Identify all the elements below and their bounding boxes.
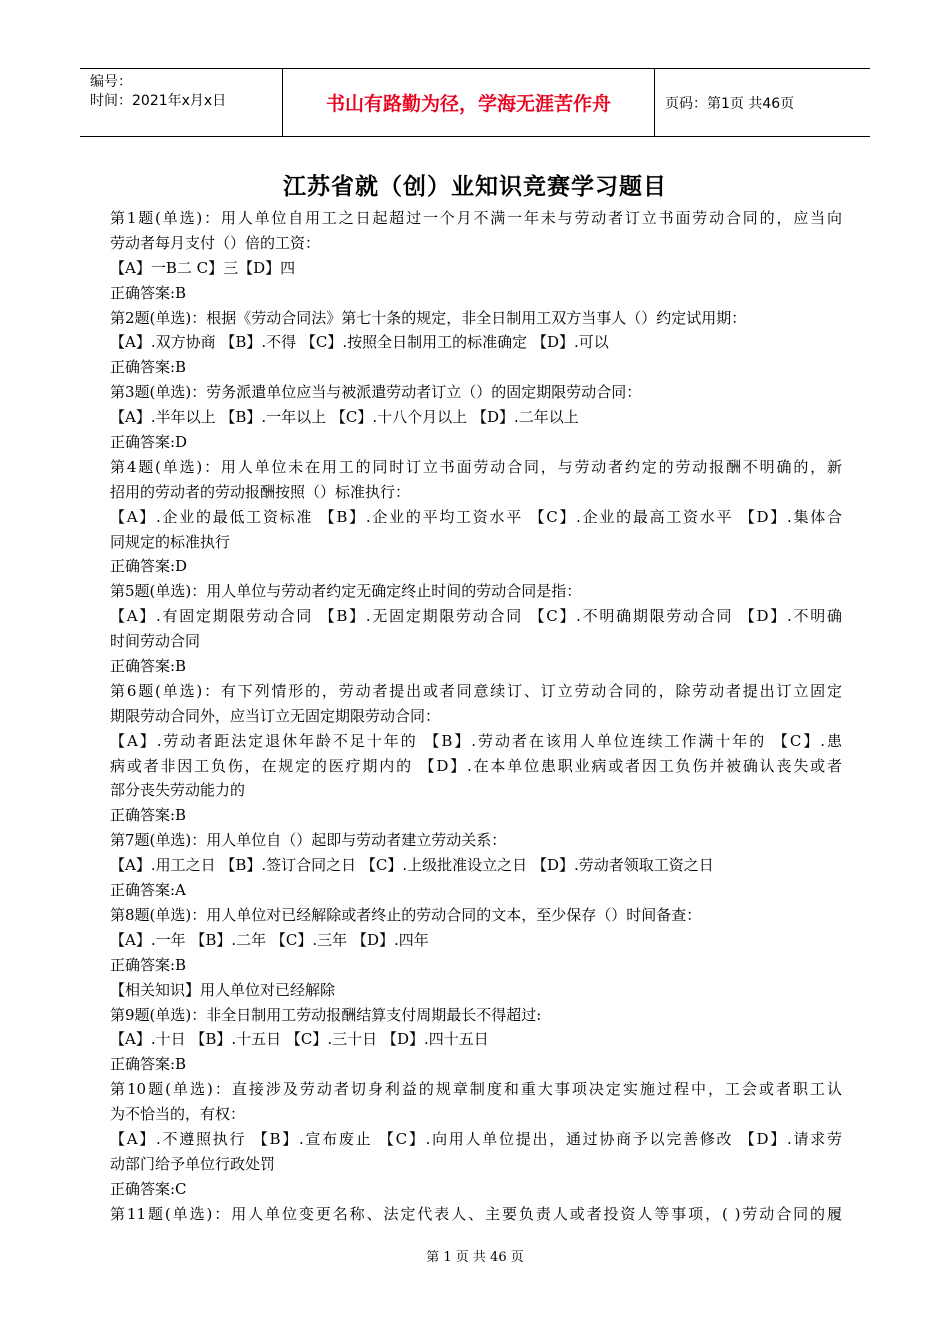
text-line: 第9题(单选)：非全日制用工劳动报酬结算支付周期最长不得超过: — [110, 1005, 542, 1024]
text-line: 【A】.企业的最低工资标准 【B】.企业的平均工资水平 【C】.企业的最高工资水平 【D】.集体合 — [110, 507, 842, 526]
text-line: 正确答案:B — [110, 1055, 187, 1074]
text-line: 招用的劳动者的劳动报酬按照（）标准执行： — [110, 482, 411, 501]
text-line: 部分丧失劳动能力的 — [110, 781, 246, 800]
text-line: 【A】.一年 【B】.二年 【C】.三年 【D】.四年 — [110, 930, 429, 949]
text-line: 同规定的标准执行 — [110, 532, 231, 551]
text-line: 【A】.半年以上 【B】.一年以上 【C】.十八个月以上 【D】.二年以上 — [110, 408, 579, 427]
page-header — [80, 68, 870, 137]
header-page-info: 页码：第1页 共46页 — [665, 95, 795, 112]
page-footer: 第 1 页 共 46 页 — [426, 1250, 524, 1265]
text-line: 正确答案:A — [110, 881, 186, 900]
text-line: 第8题(单选)：用人单位对已经解除或者终止的劳动合同的文本，至少保存（）时间备查： — [110, 905, 702, 924]
text-line: 【A】.十日 【B】.十五日 【C】.三十日 【D】.四十五日 — [110, 1030, 489, 1049]
text-line: 第10题(单选)：直接涉及劳动者切身利益的规章制度和重大事项决定实施过程中，工会或者职工认 — [110, 1080, 842, 1099]
number-label: 编号： — [90, 74, 132, 90]
text-line: 【相关知识】用人单位对已经解除 — [110, 980, 336, 999]
text-line: 【A】.劳动者距法定退休年龄不足十年的 【B】.劳动者在该用人单位连续工作满十年的 【C】.患 — [110, 731, 842, 750]
text-line: 第6题(单选)：有下列情形的，劳动者提出或者同意续订、订立劳动合同的，除劳动者提出订立固定 — [110, 681, 842, 700]
text-line: 【A】.用工之日 【B】.签订合同之日 【C】.上级批准设立之日 【D】.劳动者领取工资之日 — [110, 856, 714, 875]
text-line: 【A】一B二 C】三【D】四 — [110, 258, 296, 277]
text-line: 期限劳动合同外，应当订立无固定期限劳动合同： — [110, 706, 441, 725]
text-line: 为不恰当的，有权： — [110, 1105, 246, 1124]
text-line: 第2题(单选)：根据《劳动合同法》第七十条的规定，非全日制用工双方当事人（）约定试用期： — [110, 308, 747, 327]
text-line: 正确答案:B — [110, 657, 187, 676]
text-line: 病或者非因工负伤，在规定的医疗期内的 【D】.在本单位患职业病或者因工负伤并被确认丧失或者 — [110, 756, 842, 775]
header-meta — [80, 69, 283, 136]
text-line: 【A】.不遵照执行 【B】.宣布废止 【C】.向用人单位提出，通过协商予以完善修改 【D】.请求劳 — [110, 1129, 842, 1148]
text-line: 第11题(单选)：用人单位变更名称、法定代表人、主要负责人或者投资人等事项，( )劳动合同的履 — [110, 1204, 842, 1223]
document-body — [110, 206, 842, 1227]
text-line: 正确答案:C — [110, 1179, 187, 1198]
header-motto: 书山有路勤为径，学海无涯苦作舟 — [283, 69, 655, 136]
text-line: 第3题(单选)：劳务派遣单位应当与被派遣劳动者订立（）的固定期限劳动合同： — [110, 383, 642, 402]
text-line: 劳动者每月支付（）倍的工资： — [110, 233, 321, 252]
text-line: 第7题(单选)：用人单位自（）起即与劳动者建立劳动关系： — [110, 831, 507, 850]
text-line: 【A】.有固定期限劳动合同 【B】.无固定期限劳动合同 【C】.不明确期限劳动合同 【D】.不明确 — [110, 607, 842, 626]
text-line: 【A】.双方协商 【B】.不得 【C】.按照全日制用工的标准确定 【D】.可以 — [110, 333, 609, 352]
text-line: 正确答案:B — [110, 358, 187, 377]
text-line: 正确答案:B — [110, 806, 187, 825]
text-line: 第4题(单选)：用人单位未在用工的同时订立书面劳动合同，与劳动者约定的劳动报酬不明确的，新 — [110, 457, 842, 476]
text-line: 正确答案:D — [110, 557, 188, 576]
text-line: 正确答案:B — [110, 283, 187, 302]
text-line: 第5题(单选)：用人单位与劳动者约定无确定终止时间的劳动合同是指： — [110, 582, 582, 601]
text-line: 时间劳动合同 — [110, 632, 201, 651]
text-line: 动部门给予单位行政处罚 — [110, 1154, 276, 1173]
text-line: 正确答案:B — [110, 955, 187, 974]
document-title: 江苏省就（创）业知识竞赛学习题目 — [283, 174, 667, 200]
text-line: 第1题(单选)：用人单位自用工之日起超过一个月不满一年未与劳动者订立书面劳动合同的，应当向 — [110, 209, 842, 227]
date-line: 时间：2021年x月x日 — [90, 93, 227, 109]
text-line: 正确答案:D — [110, 433, 188, 452]
